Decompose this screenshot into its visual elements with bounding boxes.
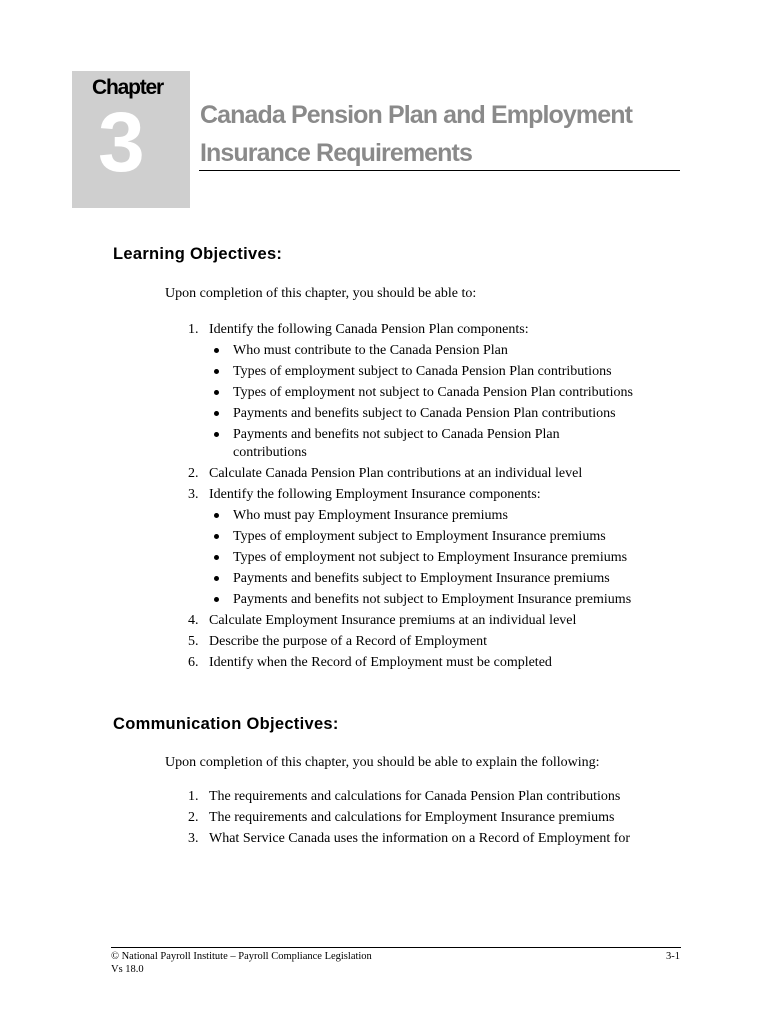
item-text: What Service Canada uses the information on a Record of Employment for [209,831,631,846]
item-text: Calculate Canada Pension Plan contributions at an individual level [209,465,583,481]
footer-divider [111,947,681,948]
chapter-number: 3 [98,95,145,189]
footer-text [111,951,372,976]
item-text: Describe the purpose of a Record of Employment [209,633,487,649]
list-item [188,807,678,828]
page-number: 3-1 [666,951,680,962]
item-text: Identify when the Record of Employment must be completed [209,654,552,670]
bullet-item: Types of employment subject to Canada Pension Plan contributions [209,361,678,382]
item-number: 3. [188,831,199,846]
page-title [200,96,690,172]
title-line-2: Insurance Requirements [200,139,472,167]
item-number: 3. [188,486,199,502]
title-line-1: Canada Pension Plan and Employment [200,101,632,129]
bullet-item: Payments and benefits not subject to Employment Insurance premiums [209,589,678,610]
chapter-label: Chapter [92,76,163,99]
title-divider [199,170,680,171]
item-text: Identify the following Canada Pension Plan components: [209,322,529,337]
list-item [188,610,678,631]
list-item [188,463,678,484]
item-number: 4. [188,612,199,628]
communication-objectives-list [188,786,678,849]
item-number: 1. [188,322,199,337]
bullet-item: Payments and benefits subject to Employment Insurance premiums [209,568,678,589]
item-number: 1. [188,789,199,804]
item-number: 5. [188,633,199,649]
bullet-item: Types of employment not subject to Canada Pension Plan contributions [209,382,678,403]
communication-intro: Upon completion of this chapter, you should be able to explain the following: [165,755,600,770]
learning-objectives-heading: Learning Objectives: [113,245,283,263]
list-item [188,319,678,463]
bullet-list [209,340,678,463]
communication-objectives-heading: Communication Objectives: [113,715,339,733]
footer-copyright: © National Payroll Institute – Payroll Compliance Legislation [111,951,372,962]
list-item [188,652,678,673]
item-text: The requirements and calculations for Canada Pension Plan contributions [209,789,621,804]
bullet-item: Payments and benefits not subject to Canada Pension Plan contributions [209,424,678,463]
learning-objectives-list [188,319,678,673]
list-item [188,484,678,610]
bullet-item: Payments and benefits subject to Canada Pension Plan contributions [209,403,678,424]
bullet-item: Types of employment subject to Employment Insurance premiums [209,526,678,547]
item-number: 2. [188,810,199,825]
list-item [188,631,678,652]
list-item [188,786,678,807]
item-number: 6. [188,654,199,670]
bullet-item: Who must pay Employment Insurance premiums [209,505,678,526]
item-text: Identify the following Employment Insurance components: [209,486,541,502]
bullet-item: Types of employment not subject to Employment Insurance premiums [209,547,678,568]
item-number: 2. [188,465,199,481]
footer-version: Vs 18.0 [111,963,144,975]
list-item [188,828,678,849]
bullet-item: Who must contribute to the Canada Pension Plan [209,340,678,361]
learning-intro: Upon completion of this chapter, you should be able to: [165,286,477,301]
item-text: Calculate Employment Insurance premiums at an individual level [209,612,577,628]
bullet-list [209,505,678,610]
item-text: The requirements and calculations for Employment Insurance premiums [209,810,615,825]
